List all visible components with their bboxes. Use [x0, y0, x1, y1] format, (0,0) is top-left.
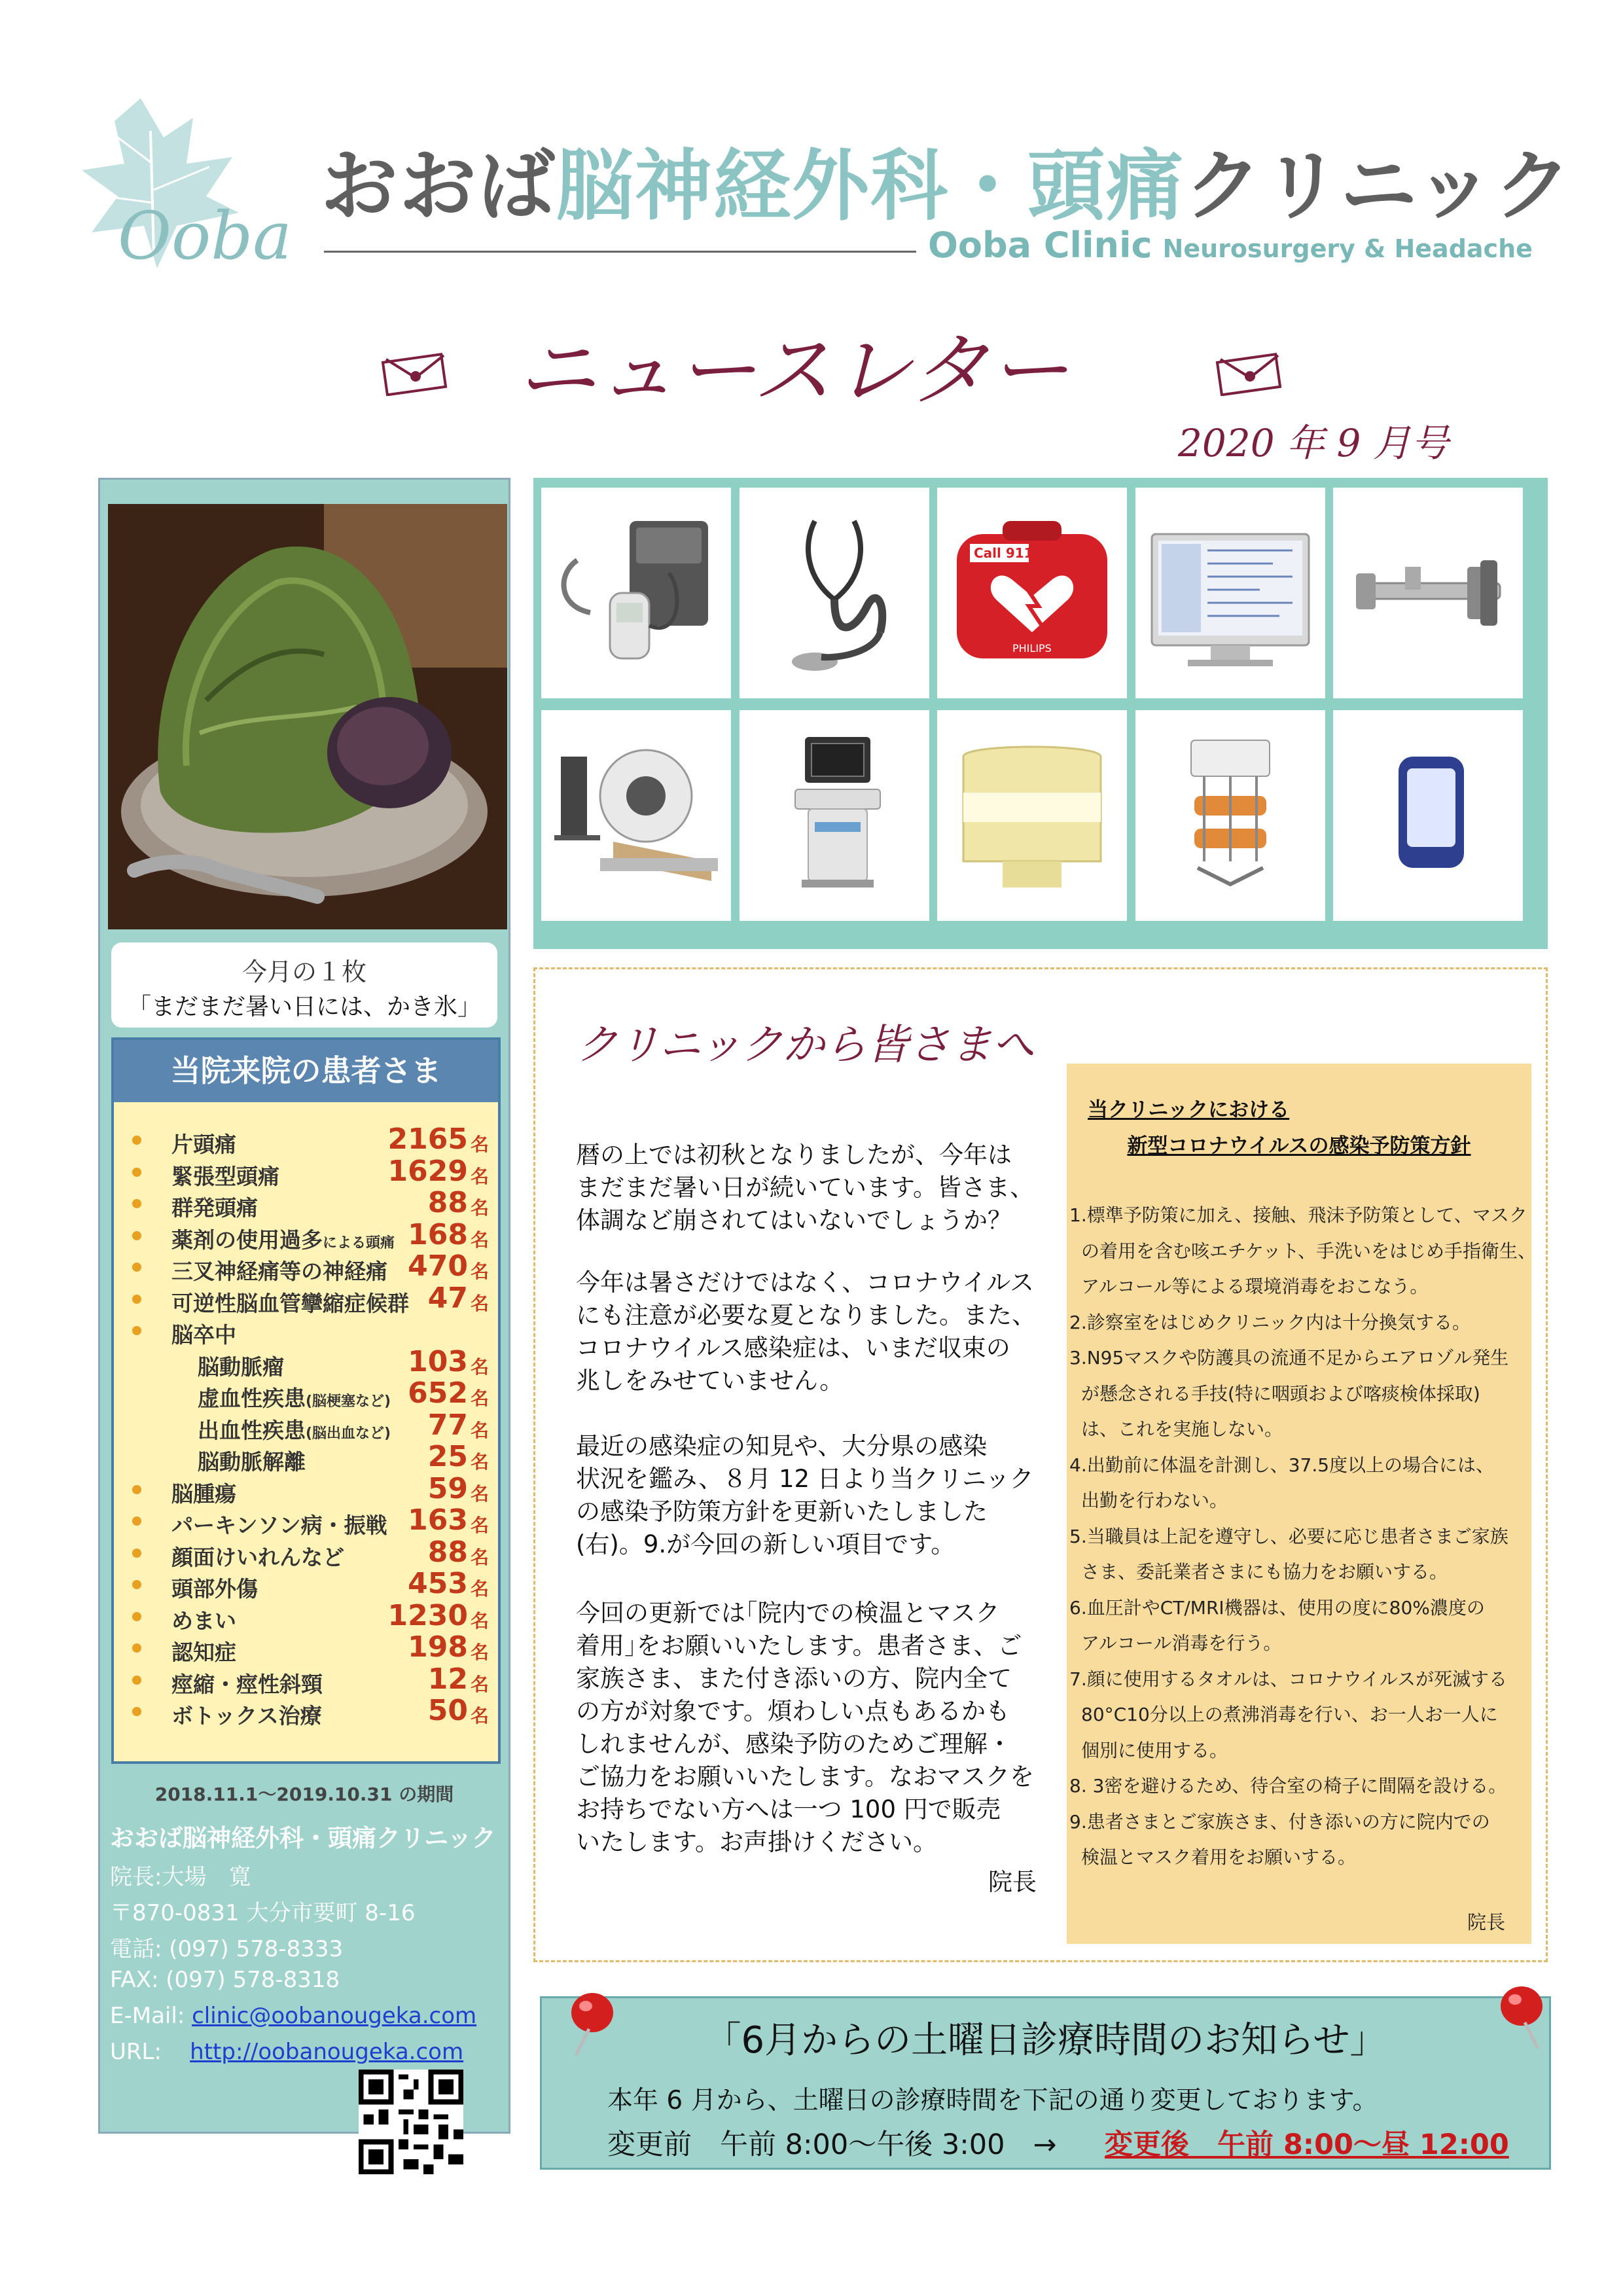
patient-stat-name: 群発頭痛 — [171, 1195, 258, 1221]
message-paragraph — [576, 1430, 1047, 1561]
message-title: クリニックから皆さまへ — [576, 1021, 1035, 1069]
equipment-cell-blood-pressure — [541, 488, 731, 698]
patient-stat-unit: 名 — [470, 1515, 489, 1536]
patient-stat-count: 88 — [427, 1186, 468, 1219]
equipment-cell-aed — [937, 488, 1127, 698]
equipment-cell-ultrasound — [740, 710, 929, 921]
policy-line: 9.患者さまとご家族さま、付き添いの方に院内での — [1069, 1810, 1490, 1833]
patient-stat-name: 脳動脈解離 — [198, 1449, 306, 1475]
newsletter-title: ニュースレター — [517, 324, 1069, 417]
patient-stat-name: 顔面けいれんなど — [171, 1544, 344, 1570]
patient-stat-name: 痙縮・痙性斜頸 — [171, 1671, 323, 1697]
policy-line: は、これを実施しない。 — [1081, 1418, 1283, 1440]
patient-stat-row — [114, 1598, 498, 1634]
policy-line: 80°C10分以上の煮沸消毒を行い、お一人お一人に — [1081, 1704, 1498, 1725]
patient-stat-count: 1629 — [387, 1154, 468, 1188]
patient-stat-row — [114, 1154, 498, 1189]
ct-scanner-icon — [548, 730, 724, 901]
bullet-icon — [132, 1612, 141, 1621]
contact-email-label: E-Mail: — [110, 2003, 185, 2029]
patient-stat-row — [114, 1471, 498, 1507]
patient-stat-name: 頭部外傷 — [171, 1576, 258, 1602]
bullet-icon — [132, 1516, 141, 1526]
patient-stat-name: 脳腫瘍 — [171, 1480, 236, 1507]
message-line: 今年は暑さだけではなく、コロナウイルス — [576, 1268, 1035, 1297]
bullet-icon — [132, 1643, 141, 1653]
policy-signature: 院長 — [1467, 1911, 1505, 1933]
policy-line: 検温とマスク着用をお願いする。 — [1081, 1846, 1357, 1868]
policy-title-line2: 新型コロナウイルスの感染予防策方針 — [1127, 1134, 1471, 1158]
patient-stat-unit: 名 — [470, 1388, 489, 1409]
stethoscope-icon — [749, 508, 919, 678]
patient-stat-count: 168 — [408, 1217, 468, 1251]
patient-stat-unit: 名 — [470, 1292, 489, 1314]
equipment-cell-botox — [1135, 710, 1325, 921]
contact-url-row — [110, 2039, 463, 2065]
clinic-name-part1: おおば — [321, 141, 557, 231]
message-line: 状況を鑑み、８月 12 日より当クリニック — [576, 1465, 1034, 1493]
message-line: まだまだ暑い日が続いています。皆さま、 — [576, 1174, 1035, 1202]
patient-stat-unit: 名 — [470, 1641, 489, 1663]
contact-email-link[interactable]: clinic@oobanougeka.com — [192, 2003, 477, 2029]
patient-stat-unit: 名 — [470, 1229, 489, 1251]
patient-stat-unit: 名 — [470, 1197, 489, 1219]
blood-pressure-monitor-icon — [551, 508, 721, 678]
patient-stat-row — [114, 1186, 498, 1221]
clinic-logo — [79, 92, 314, 275]
message-line: 最近の感染症の知見や、大分県の感染 — [576, 1432, 988, 1460]
message-line: コロナウイルス感染症は、いまだ収束の — [576, 1334, 1010, 1362]
patient-stat-unit: 名 — [470, 1705, 489, 1727]
notice-after-hours: 変更後 午前 8:00～昼 12:00 — [1105, 2128, 1509, 2161]
patient-stat-count: 103 — [408, 1344, 468, 1378]
bullet-icon — [132, 1580, 141, 1589]
patient-stat-count: 198 — [408, 1630, 468, 1664]
equipment-cell-mri — [937, 710, 1127, 921]
header-divider — [324, 251, 916, 253]
equipment-cell-ct — [541, 710, 731, 921]
photo-caption-title: 今月の１枚 — [241, 958, 366, 986]
notice-before-hours: 変更前 午前 8:00～午後 3:00 → — [607, 2128, 1057, 2161]
patient-stat-count: 1230 — [387, 1598, 468, 1632]
patient-stat-name: 緊張型頭痛 — [171, 1163, 279, 1189]
clinic-name-en — [928, 224, 1533, 266]
bullet-icon — [132, 1136, 141, 1145]
patient-stat-row — [114, 1249, 498, 1284]
patient-stat-name: めまい — [171, 1607, 236, 1634]
message-line: いたします。お声掛けください。 — [576, 1828, 938, 1856]
issue-date: 2020 年 9 月号 — [1178, 421, 1449, 465]
policy-line: が懸念される手技(特に咽頭および喀痰検体採取) — [1081, 1382, 1480, 1405]
patient-stat-count: 2165 — [387, 1122, 468, 1156]
clinic-name-part3: クリニック — [1185, 141, 1573, 231]
patient-stat-unit: 名 — [470, 1482, 489, 1505]
bullet-icon — [132, 1168, 141, 1177]
patient-stats-header: 当院来院の患者さま — [114, 1040, 498, 1102]
computer-monitor-icon — [1142, 508, 1319, 678]
patient-stat-row — [114, 1630, 498, 1665]
contact-director: 院長:大場 寛 — [110, 1864, 251, 1890]
bullet-icon — [132, 1676, 141, 1685]
photo-caption-text: 「まだまだ暑い日には、かき氷」 — [127, 994, 481, 1020]
message-line: ご協力をお願いいたします。なおマスクを — [576, 1763, 1035, 1791]
patient-stat-name: 可逆性脳血管攣縮症候群 — [171, 1290, 409, 1316]
policy-line: さま、委託業者さまにも協力をお願いする。 — [1081, 1561, 1448, 1583]
patient-stat-count: 25 — [427, 1440, 468, 1473]
pushpin-icon — [563, 1986, 622, 2058]
envelope-icon — [1214, 350, 1286, 396]
patient-stat-name: ボトックス治療 — [171, 1703, 322, 1729]
patient-stat-unit: 名 — [470, 1419, 489, 1441]
patient-stat-unit: 名 — [470, 1546, 489, 1568]
bullet-icon — [132, 1263, 141, 1272]
patient-stat-name: 認知症 — [171, 1640, 236, 1665]
policy-line: 5.当職員は上記を遵守し、必要に応じ患者さまご家族 — [1069, 1525, 1508, 1547]
equipment-cell-monitor — [1135, 488, 1325, 698]
patient-stat-row — [114, 1440, 498, 1475]
kakigori-photo — [108, 504, 507, 929]
bullet-icon — [132, 1199, 141, 1208]
patient-stat-row — [114, 1281, 498, 1316]
notice-body: 本年 6 月から、土曜日の診療時間を下記の通り変更しております。 — [607, 2086, 1378, 2115]
message-line: 暦の上では初秋となりましたが、今年は — [576, 1141, 1012, 1169]
patient-stat-name: パーキンソン病・振戦 — [171, 1513, 387, 1538]
message-line: (右)。9.が今回の新しい項目です。 — [576, 1530, 955, 1558]
equipment-gallery — [533, 478, 1548, 949]
patient-stat-count: 77 — [427, 1408, 468, 1442]
policy-line: 8. 3密を避けるため、待合室の椅子に間隔を設ける。 — [1069, 1775, 1507, 1797]
policy-line: の着用を含む咳エチケット、手洗いをはじめ手指衛生、 — [1081, 1240, 1536, 1262]
message-paragraph — [576, 1597, 1047, 1859]
bullet-icon — [132, 1485, 141, 1494]
patient-stat-row — [114, 1567, 498, 1602]
policy-line: 6.血圧計やCT/MRI機器は、使用の度に80%濃度の — [1069, 1596, 1485, 1619]
clinic-name-en-main: Ooba Clinic — [928, 224, 1152, 266]
patient-stat-row — [114, 1503, 498, 1538]
policy-line: 7.顔に使用するタオルは、コロナウイルスが死滅する — [1069, 1668, 1508, 1690]
notice-title: 「6月からの土曜日診療時間のお知らせ」 — [704, 2019, 1387, 2062]
photo-caption-box — [111, 942, 497, 1028]
patient-stat-unit: 名 — [470, 1165, 489, 1187]
equipment-cell-stethoscope — [740, 488, 929, 698]
ultrasound-machine-icon — [749, 730, 919, 901]
patient-stat-name: 三叉神経痛等の神経痛 — [171, 1259, 387, 1284]
patient-stat-count: 652 — [408, 1376, 468, 1410]
mri-scanner-icon — [944, 730, 1120, 901]
message-paragraph — [576, 1266, 1047, 1397]
aed-brand: PHILIPS — [1012, 642, 1052, 655]
clinic-name-part2: 脳神経外科・頭痛 — [556, 141, 1185, 231]
contact-url-link[interactable]: http://oobanougeka.com — [190, 2039, 464, 2065]
patient-stat-count: 47 — [427, 1281, 468, 1315]
policy-line: 1.標準予防策に加え、接触、飛沫予防策として、マスク — [1069, 1204, 1527, 1226]
envelope-icon — [380, 350, 452, 396]
patient-stat-count: 470 — [408, 1249, 468, 1283]
equipment-cell-device — [1333, 488, 1523, 698]
patient-stat-unit: 名 — [470, 1673, 489, 1695]
aed-icon — [944, 508, 1120, 678]
pushpin-icon — [1492, 1980, 1551, 2052]
policy-line: 個別に使用する。 — [1081, 1739, 1228, 1761]
patient-stat-count: 50 — [427, 1694, 468, 1727]
patient-stat-unit: 名 — [470, 1451, 489, 1473]
patient-stat-unit: 名 — [470, 1609, 489, 1632]
message-line: 家族さま、また付き添いの方、院内全て — [576, 1664, 1012, 1693]
patient-stat-row — [114, 1316, 498, 1346]
contact-clinic-name: おおば脳神経外科・頭痛クリニック — [110, 1824, 496, 1852]
message-line: 今回の更新では｢院内での検温とマスク — [576, 1599, 1000, 1627]
patient-stat-name: 薬剤の使用過多による頭痛 — [171, 1227, 395, 1253]
patient-stat-row — [114, 1535, 498, 1570]
patient-stat-row — [114, 1696, 498, 1727]
message-line: の感染予防策方針を更新いたしました — [576, 1498, 988, 1526]
message-paragraph — [576, 1139, 1047, 1237]
patient-stat-row — [114, 1344, 498, 1380]
patient-stat-unit: 名 — [470, 1261, 489, 1282]
patient-stat-unit: 名 — [470, 1578, 489, 1600]
message-line: しれませんが、感染予防のためご理解・ — [576, 1730, 1012, 1758]
bullet-icon — [132, 1326, 141, 1335]
infection-policy-box — [1067, 1064, 1536, 1944]
contact-email-row — [110, 2003, 476, 2029]
contact-fax: FAX: (097) 578-8318 — [110, 1967, 340, 1993]
message-line: 体調など崩されてはいないでしょうか？ — [576, 1206, 1012, 1234]
patient-stat-row — [114, 1376, 498, 1411]
patient-stat-count: 59 — [427, 1471, 468, 1505]
message-line: お持ちでない方へは一つ 100 円で販売 — [576, 1795, 1001, 1823]
patient-stat-count: 453 — [408, 1567, 468, 1600]
botox-device-icon — [1145, 730, 1315, 901]
patient-stat-count: 88 — [427, 1535, 468, 1569]
policy-title-line1: 当クリニックにおける — [1088, 1098, 1290, 1122]
bullet-icon — [132, 1707, 141, 1716]
policy-line: 3.N95マスクや防護具の流通不足からエアロゾル発生 — [1069, 1347, 1509, 1369]
patient-stat-name: 片頭痛 — [171, 1132, 236, 1157]
bullet-icon — [132, 1549, 141, 1558]
clinic-name-en-sub: Neurosurgery & Headache — [1162, 234, 1533, 263]
patient-stat-row — [114, 1662, 498, 1697]
bullet-icon — [132, 1295, 141, 1304]
contact-tel: 電話: (097) 578-8333 — [110, 1936, 344, 1962]
patient-stat-unit: 名 — [470, 1355, 489, 1378]
patient-stat-name: 脳卒中 — [171, 1322, 236, 1348]
message-line: にも注意が必要な夏となりました。また、 — [576, 1301, 1036, 1329]
qr-code-icon[interactable] — [359, 2070, 463, 2174]
policy-line: 出勤を行わない。 — [1081, 1490, 1228, 1511]
patient-stat-unit: 名 — [470, 1134, 489, 1155]
policy-line: アルコール等による環境消毒をおこなう。 — [1081, 1276, 1429, 1297]
aed-label: Call 911 — [974, 545, 1033, 561]
policy-line: 4.出勤前に体温を計測し、37.5度以上の場合には、 — [1069, 1454, 1495, 1476]
policy-line: アルコール消毒を行う。 — [1081, 1632, 1282, 1654]
message-line: 兆しをみせていません。 — [576, 1367, 844, 1395]
patient-stat-row — [114, 1217, 498, 1253]
saturday-notice — [540, 1996, 1551, 2170]
patient-stat-count: 163 — [408, 1503, 468, 1537]
equipment-cell-handheld — [1333, 710, 1523, 921]
stats-period: 2018.11.1～2019.10.31 の期間 — [154, 1784, 454, 1805]
bullet-icon — [132, 1231, 141, 1240]
patient-stats-box — [111, 1037, 501, 1764]
patient-stat-row — [114, 1408, 498, 1443]
message-line: 着用｣をお願いいたします。患者さま、ご — [576, 1632, 1022, 1660]
patient-stat-count: 12 — [427, 1662, 468, 1696]
message-line: の方が対象です。煩わしい点もあるかも — [576, 1697, 1010, 1725]
message-signature: 院長 — [988, 1868, 1037, 1896]
patient-stat-row — [114, 1122, 498, 1157]
patient-stat-name: 虚血性疾患(脳梗塞など) — [198, 1386, 391, 1411]
patient-stat-name: 出血性疾患(脳出血など) — [198, 1417, 391, 1443]
patient-stat-name: 脳動脈瘤 — [198, 1354, 284, 1380]
logo-text: Ooba — [118, 198, 292, 274]
contact-address: 〒870-0831 大分市要町 8-16 — [110, 1900, 416, 1926]
policy-line: 2.診察室をはじめクリニック内は十分換気する。 — [1069, 1311, 1471, 1333]
clinic-name-jp — [321, 141, 1573, 231]
contact-url-label: URL: — [110, 2039, 162, 2065]
medical-device-icon — [1343, 508, 1513, 678]
handheld-device-icon — [1343, 730, 1513, 901]
